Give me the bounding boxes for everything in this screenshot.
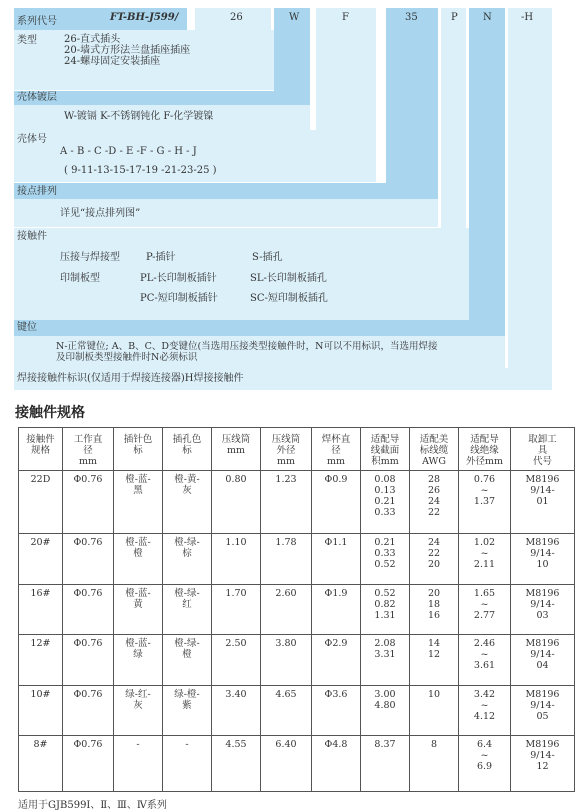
table-cell: 1.65 ~ 2.77 bbox=[459, 584, 511, 635]
series-code-label: 系列代号 bbox=[17, 16, 57, 27]
table-cell: 0.52 0.82 1.31 bbox=[361, 584, 410, 635]
code-26: 26 bbox=[230, 12, 243, 23]
table-cell: 8# bbox=[19, 736, 63, 792]
table-cell: Φ1.9 bbox=[312, 584, 361, 635]
table-cell: 12# bbox=[19, 635, 63, 686]
solder-note: 焊接接触件标识(仅适用于焊接连接器)H焊接接触件 bbox=[17, 373, 244, 384]
col-header: 适配美 标线缆 AWG bbox=[410, 428, 459, 471]
contact-row1-a: P-插针 bbox=[146, 252, 176, 263]
table-cell: 20# bbox=[19, 534, 63, 585]
code-f: F bbox=[342, 12, 349, 23]
col-header: 适配导 线截面 积mm bbox=[361, 428, 410, 471]
table-cell: 3.42 ~ 4.12 bbox=[459, 685, 511, 736]
table-cell: Φ0.76 bbox=[63, 685, 114, 736]
table-cell: 橙-绿- 棕 bbox=[163, 534, 212, 585]
table-cell: 0.21 0.33 0.52 bbox=[361, 534, 410, 585]
table-cell: 2.46 ~ 3.61 bbox=[459, 635, 511, 686]
table-cell: - bbox=[163, 736, 212, 792]
code-p: P bbox=[451, 12, 458, 23]
stripe-f bbox=[316, 30, 376, 133]
table-cell: 2.60 bbox=[261, 584, 312, 635]
footnote: 适用于GJB599Ⅰ、Ⅱ、Ⅲ、Ⅳ系列 bbox=[18, 800, 167, 811]
table-cell: M8196 9/14- 12 bbox=[511, 736, 575, 792]
arrangement-header bbox=[14, 183, 438, 199]
contact-row3-b: SC-短印制板插孔 bbox=[250, 293, 328, 304]
table-cell: 橙-蓝- 黄 bbox=[114, 584, 163, 635]
keying-label: 键位 bbox=[17, 322, 37, 333]
table-cell: 1.10 bbox=[212, 534, 261, 585]
spec-table bbox=[18, 427, 575, 792]
shell-label: 壳体号 bbox=[17, 134, 47, 145]
table-cell: 20 18 16 bbox=[410, 584, 459, 635]
table-cell: 6.40 bbox=[261, 736, 312, 792]
table-cell: 2.08 3.31 bbox=[361, 635, 410, 686]
code-h: -H bbox=[521, 12, 534, 23]
shell-numbers: ( 9-11-13-15-17-19 -21-23-25 ) bbox=[64, 165, 217, 176]
table-cell: 橙-蓝- 橙 bbox=[114, 534, 163, 585]
table-cell: 0.80 bbox=[212, 471, 261, 534]
col-header: 适配导 线绝缘 外径mm bbox=[459, 428, 511, 471]
type-line-2: 20-墙式方形法兰盘插座插座 bbox=[64, 45, 191, 56]
table-cell: Φ0.76 bbox=[63, 736, 114, 792]
table-cell: 橙-绿- 红 bbox=[163, 584, 212, 635]
col-header: 焊杯直 径 mm bbox=[312, 428, 361, 471]
table-cell: 橙-黄- 灰 bbox=[163, 471, 212, 534]
col-header: 插孔色 标 bbox=[163, 428, 212, 471]
table-row bbox=[19, 471, 575, 534]
table-row bbox=[19, 685, 575, 736]
table-cell: M8196 9/14- 03 bbox=[511, 584, 575, 635]
table-cell: 16# bbox=[19, 584, 63, 635]
table-cell: 8.37 bbox=[361, 736, 410, 792]
contact-row2-a: PL-长印制板插针 bbox=[140, 273, 217, 284]
table-cell: 橙-绿- 橙 bbox=[163, 635, 212, 686]
table-cell: M8196 9/14- 10 bbox=[511, 534, 575, 585]
table-cell: 0.76 ~ 1.37 bbox=[459, 471, 511, 534]
col-header: 压线筒 外径 mm bbox=[261, 428, 312, 471]
arrangement-label: 接点排列 bbox=[17, 186, 57, 197]
table-cell: Φ1.1 bbox=[312, 534, 361, 585]
table-cell: M8196 9/14- 04 bbox=[511, 635, 575, 686]
keying-line-2: 及印制板类型接触件时N必须标识 bbox=[56, 352, 198, 363]
table-cell: 10# bbox=[19, 685, 63, 736]
table-row bbox=[19, 635, 575, 686]
keying-header bbox=[14, 320, 505, 336]
type-line-1: 26-直式插头 bbox=[64, 34, 121, 45]
table-cell: 绿-橙- 紫 bbox=[163, 685, 212, 736]
col-header: 接触件 规格 bbox=[19, 428, 63, 471]
col-header: 取卸工 具 代号 bbox=[511, 428, 575, 471]
contact-row3-a: PC-短印制板插针 bbox=[140, 293, 218, 304]
table-cell: 6.4 ~ 6.9 bbox=[459, 736, 511, 792]
table-cell: - bbox=[114, 736, 163, 792]
table-cell: 10 bbox=[410, 685, 459, 736]
col-header: 压线筒 mm bbox=[212, 428, 261, 471]
stripe-35 bbox=[386, 30, 438, 188]
table-cell: Φ0.76 bbox=[63, 471, 114, 534]
table-cell: 24 22 20 bbox=[410, 534, 459, 585]
contact-row1-b: S-插孔 bbox=[252, 252, 283, 263]
table-cell: 绿-红- 灰 bbox=[114, 685, 163, 736]
code-w: W bbox=[289, 12, 300, 23]
keying-line-1: N-正常键位; A、B、C、D变键位(当选用压接类型接触件时，N可以不用标识，当选用焊接 bbox=[56, 341, 438, 352]
col-header: 工作直 径 mm bbox=[63, 428, 114, 471]
table-row bbox=[19, 584, 575, 635]
table-cell: 橙-蓝- 绿 bbox=[114, 635, 163, 686]
table-cell: 1.02 ~ 2.11 bbox=[459, 534, 511, 585]
stripe-h bbox=[508, 30, 552, 390]
plating-options: W-镀镉 K-不锈钢钝化 F-化学镀镍 bbox=[64, 111, 214, 122]
table-cell: 14 12 bbox=[410, 635, 459, 686]
table-cell: 4.55 bbox=[212, 736, 261, 792]
stripe-p bbox=[441, 30, 466, 228]
table-cell: M8196 9/14- 01 bbox=[511, 471, 575, 534]
table-cell: 28 26 24 22 bbox=[410, 471, 459, 534]
table-row bbox=[19, 736, 575, 792]
contact-row1-type: 压接与焊接型 bbox=[60, 252, 120, 263]
stripe-n bbox=[469, 30, 505, 322]
stripe-w bbox=[274, 30, 310, 92]
table-cell: 橙-蓝- 黑 bbox=[114, 471, 163, 534]
table-cell: 3.80 bbox=[261, 635, 312, 686]
series-value: FT-BH-J599/ bbox=[110, 12, 179, 23]
table-cell: 1.78 bbox=[261, 534, 312, 585]
code-35: 35 bbox=[405, 12, 418, 23]
table-cell: 1.23 bbox=[261, 471, 312, 534]
table-cell: 8 bbox=[410, 736, 459, 792]
table-cell: 22D bbox=[19, 471, 63, 534]
table-cell: 3.00 4.80 bbox=[361, 685, 410, 736]
table-cell: 2.50 bbox=[212, 635, 261, 686]
plating-label: 壳体镀层 bbox=[17, 92, 57, 103]
type-line-3: 24-螺母固定安装插座 bbox=[64, 56, 161, 67]
type-label: 类型 bbox=[17, 35, 37, 46]
table-cell: Φ0.76 bbox=[63, 584, 114, 635]
table-cell: M8196 9/14- 05 bbox=[511, 685, 575, 736]
arrangement-detail: 详见“接点排列图” bbox=[60, 208, 141, 219]
spec-title: 接触件规格 bbox=[15, 405, 85, 421]
table-header-row bbox=[19, 428, 575, 471]
table-cell: Φ0.76 bbox=[63, 534, 114, 585]
table-cell: Φ0.9 bbox=[312, 471, 361, 534]
table-cell: 1.70 bbox=[212, 584, 261, 635]
table-cell: 4.65 bbox=[261, 685, 312, 736]
contact-label: 接触件 bbox=[17, 231, 47, 242]
contact-row2-type: 印制板型 bbox=[60, 273, 100, 284]
table-cell: 0.08 0.13 0.21 0.33 bbox=[361, 471, 410, 534]
table-cell: Φ4.8 bbox=[312, 736, 361, 792]
table-cell: Φ0.76 bbox=[63, 635, 114, 686]
shell-letters: A - B - C -D - E -F - G - H - J bbox=[60, 146, 197, 157]
table-cell: 3.40 bbox=[212, 685, 261, 736]
col-header: 插针色 标 bbox=[114, 428, 163, 471]
contact-row2-b: SL-长印制板插孔 bbox=[250, 273, 327, 284]
plating-header bbox=[14, 91, 310, 105]
table-cell: Φ2.9 bbox=[312, 635, 361, 686]
code-n: N bbox=[483, 12, 492, 23]
table-row bbox=[19, 534, 575, 585]
table-cell: Φ3.6 bbox=[312, 685, 361, 736]
